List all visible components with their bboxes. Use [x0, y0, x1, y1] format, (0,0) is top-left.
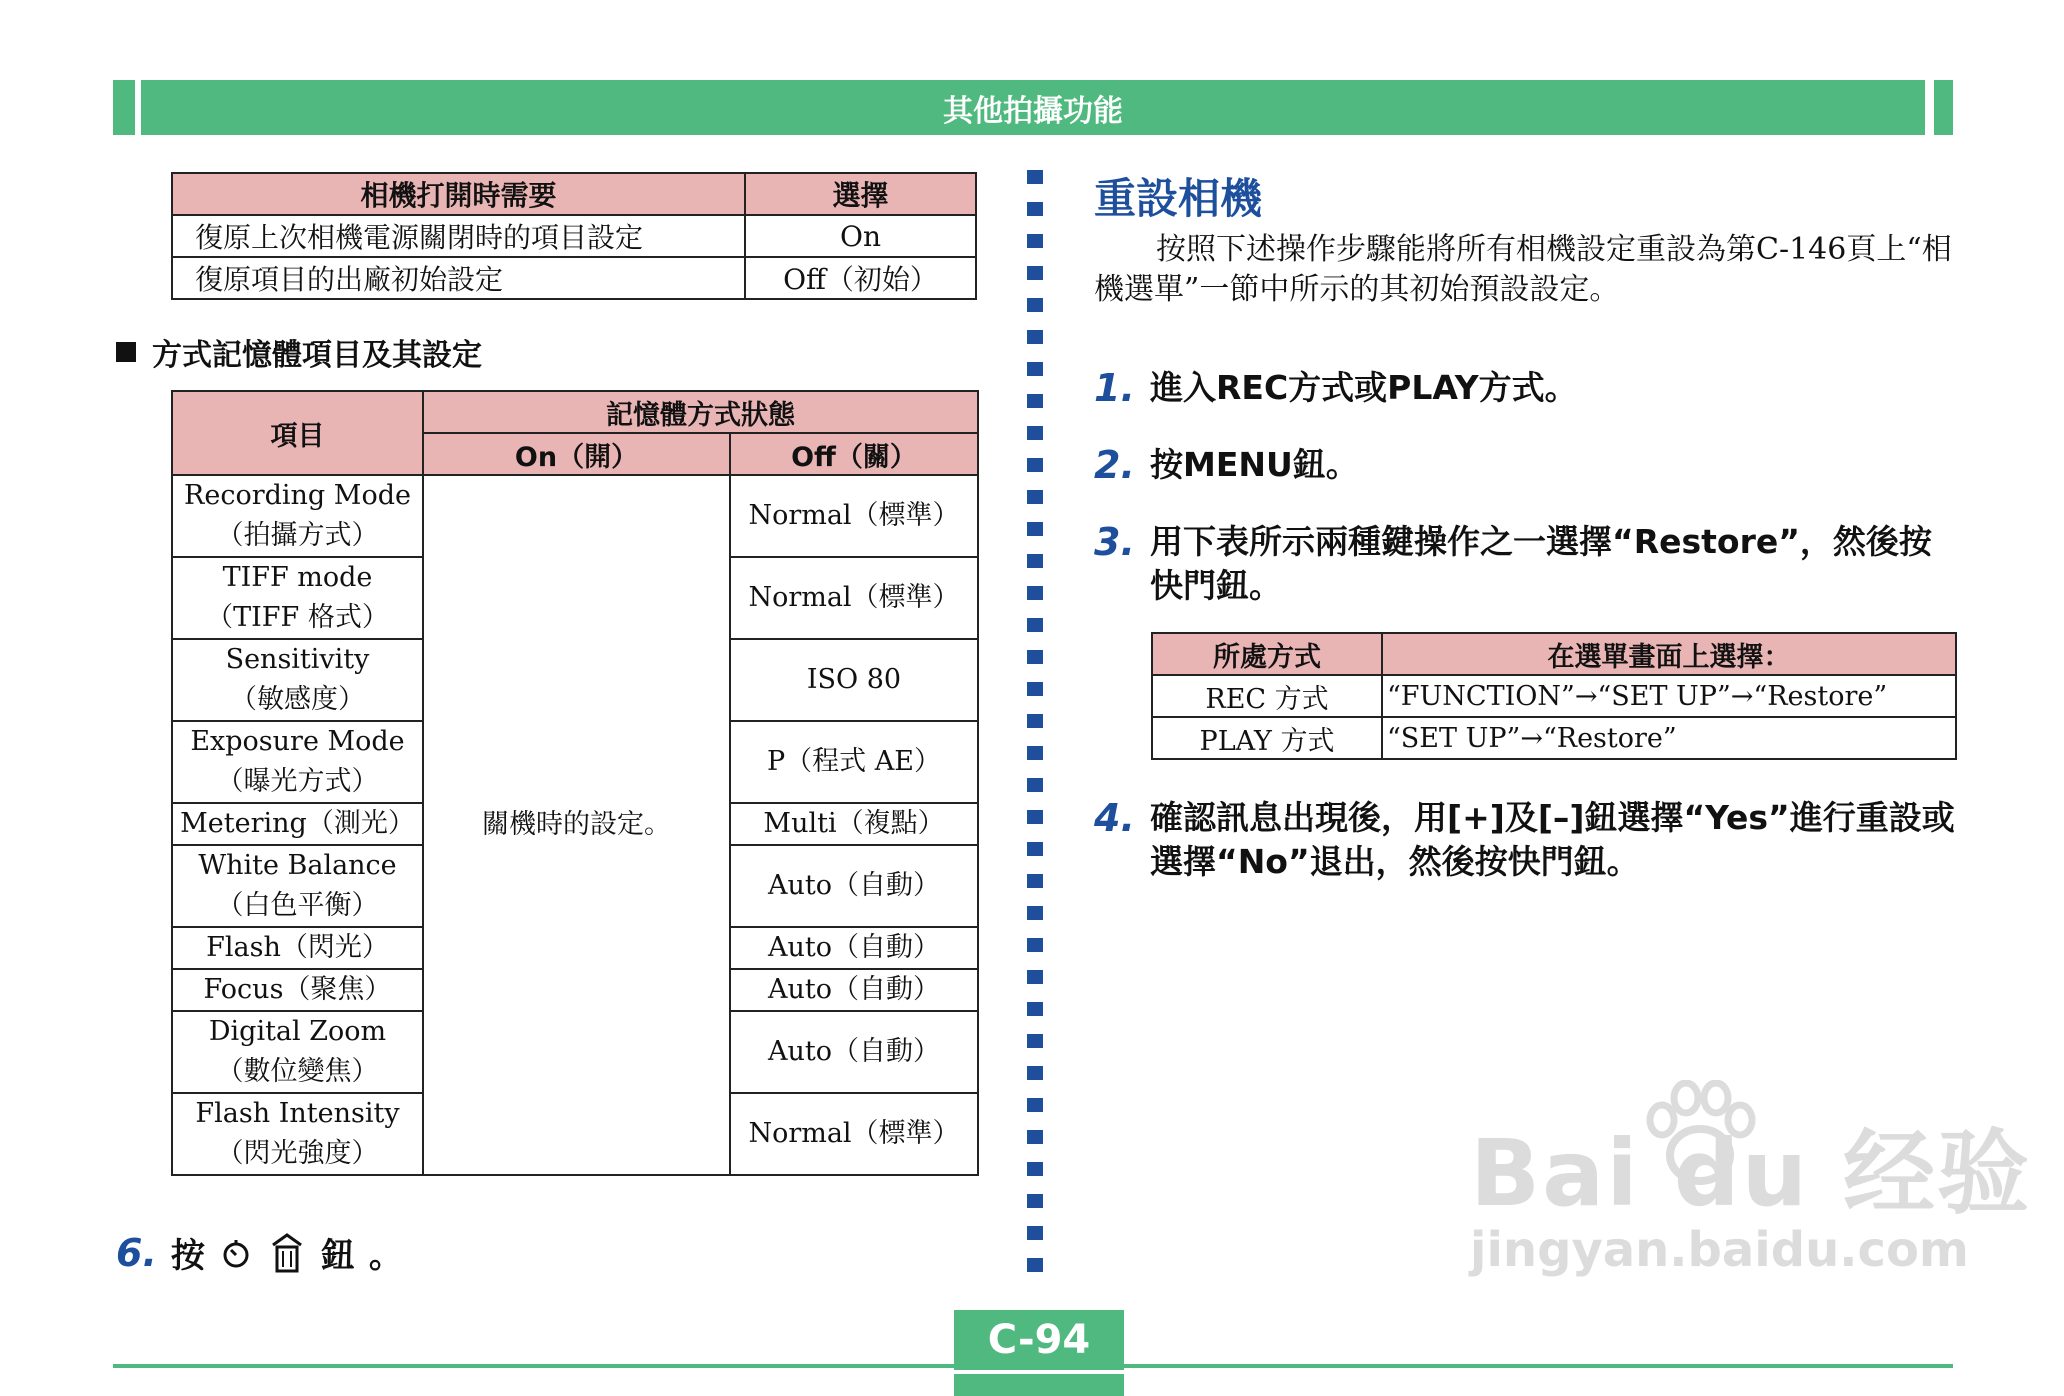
item-name-cn: （拍攝方式） — [216, 520, 379, 551]
step-number: 1. — [1094, 366, 1135, 410]
table3-header-1: 所處方式 — [1152, 633, 1382, 675]
off-setting-cell: Normal（標準） — [730, 475, 978, 557]
table-cell: “FUNCTION”→“SET UP”→“Restore” — [1382, 675, 1956, 717]
item-name: White Balance — [198, 850, 397, 881]
trash-delete-icon — [267, 1231, 307, 1275]
watermark-url: jingyan.baidu.com — [1470, 1222, 1969, 1278]
self-timer-icon — [219, 1236, 253, 1270]
item-cell — [172, 927, 423, 969]
off-setting-cell: ISO 80 — [730, 639, 978, 721]
watermark-brand: Bai du 经验 — [1470, 1120, 2032, 1227]
table-cell: 復原項目的出廠初始設定 — [172, 257, 745, 299]
section-heading — [116, 330, 482, 374]
table-cell: On — [745, 215, 976, 257]
item-name: TIFF mode — [222, 562, 373, 593]
off-setting-cell: Multi（複點） — [730, 803, 978, 845]
item-name: Sensitivity — [225, 644, 370, 675]
page-title: 重設相機 — [1094, 174, 1263, 223]
step-text: 用下表所示兩種鍵操作之一選擇“Restore”，然後按快門鈕。 — [1150, 522, 1932, 605]
header-right-bar — [1934, 80, 1953, 135]
table-cell: 復原上次相機電源關閉時的項目設定 — [172, 215, 745, 257]
step-1 — [1094, 366, 1956, 410]
table1-header-2: 選擇 — [745, 173, 976, 215]
page-number: C-94 — [987, 1317, 1091, 1363]
item-cell — [172, 557, 423, 639]
table-row — [172, 475, 978, 557]
item-cell — [172, 721, 423, 803]
step-3 — [1094, 520, 1956, 608]
table-cell: Off（初始） — [745, 257, 976, 299]
table2-header-item: 項目 — [172, 391, 423, 475]
item-name-cn: （數位變焦） — [216, 1056, 379, 1087]
item-name-cn: （TIFF 格式） — [206, 602, 389, 633]
table-row — [172, 215, 976, 257]
table3-header-2: 在選單畫面上選擇： — [1382, 633, 1956, 675]
intro-paragraph: 按照下述操作步驟能將所有相機設定重設為第C-146頁上“相機選單”一節中所示的其初始預設設定。 — [1094, 232, 1952, 307]
page-header — [141, 80, 1925, 135]
table1-header-1: 相機打開時需要 — [172, 173, 745, 215]
item-name-cn: （曝光方式） — [216, 766, 379, 797]
table2-header-off: Off（關） — [730, 433, 978, 475]
column-separator — [1027, 170, 1043, 1290]
step-4 — [1094, 796, 1956, 884]
item-name-cn: （敏感度） — [230, 684, 365, 715]
item-cell — [172, 639, 423, 721]
header-left-bar — [113, 80, 135, 135]
step-text: 按MENU鈕。 — [1150, 445, 1359, 484]
item-cell — [172, 1011, 423, 1093]
item-name: Recording Mode — [184, 480, 411, 511]
off-setting-cell: Normal（標準） — [730, 1093, 978, 1175]
table-row — [172, 257, 976, 299]
item-name-cn: （閃光強度） — [216, 1138, 379, 1169]
bullet-square-icon — [116, 342, 136, 362]
item-cell — [172, 969, 423, 1011]
step-2 — [1094, 443, 1956, 487]
step-number: 2. — [1094, 443, 1135, 487]
footer-gap — [954, 1370, 1124, 1374]
table-cell: “SET UP”→“Restore” — [1382, 717, 1956, 759]
off-setting-cell: Auto（自動） — [730, 969, 978, 1011]
item-cell — [172, 845, 423, 927]
on-setting-cell: 關機時的設定。 — [423, 475, 730, 1175]
table-cell: REC 方式 — [1152, 675, 1382, 717]
item-name-cn: （白色平衡） — [216, 890, 379, 921]
table2-header-state: 記憶體方式狀態 — [423, 391, 978, 433]
off-setting-cell: Normal（標準） — [730, 557, 978, 639]
header-title: 其他拍攝功能 — [943, 93, 1123, 129]
off-setting-cell: Auto（自動） — [730, 845, 978, 927]
step-text: 確認訊息出現後，用[+]及[–]鈕選擇“Yes”進行重設或選擇“No”退出，然後按快門鈕。 — [1150, 798, 1955, 881]
off-setting-cell: P（程式 AE） — [730, 721, 978, 803]
off-setting-cell: Auto（自動） — [730, 1011, 978, 1093]
table2-header-on: On（開） — [423, 433, 730, 475]
watermark — [1470, 1100, 2031, 1278]
item-cell — [172, 1093, 423, 1175]
step-number: 3. — [1094, 520, 1135, 564]
item-name: Exposure Mode — [190, 726, 405, 757]
power-on-table — [171, 172, 977, 300]
step-number: 6. — [116, 1230, 157, 1275]
item-name: Flash Intensity — [195, 1098, 400, 1129]
item-name: Flash（閃光） — [206, 932, 389, 963]
memory-mode-table — [171, 390, 979, 1176]
item-name: Digital Zoom — [208, 1016, 387, 1047]
step-text-end: 。 — [368, 1236, 403, 1276]
off-setting-cell: Auto（自動） — [730, 927, 978, 969]
step-text: 進入REC方式或PLAY方式。 — [1150, 368, 1578, 407]
section-title: 方式記憶體項目及其設定 — [152, 338, 482, 373]
item-cell — [172, 803, 423, 845]
table-cell: PLAY 方式 — [1152, 717, 1382, 759]
table-row — [1152, 717, 1956, 759]
restore-method-table — [1151, 632, 1957, 760]
item-name: Focus（聚焦） — [203, 974, 392, 1005]
table-row — [1152, 675, 1956, 717]
step-6 — [116, 1228, 403, 1277]
step-number: 4. — [1094, 796, 1135, 840]
item-cell — [172, 475, 423, 557]
item-name: Metering（測光） — [180, 808, 415, 839]
step-text-post: 鈕 — [320, 1236, 355, 1276]
step-text-pre: 按 — [170, 1236, 205, 1276]
